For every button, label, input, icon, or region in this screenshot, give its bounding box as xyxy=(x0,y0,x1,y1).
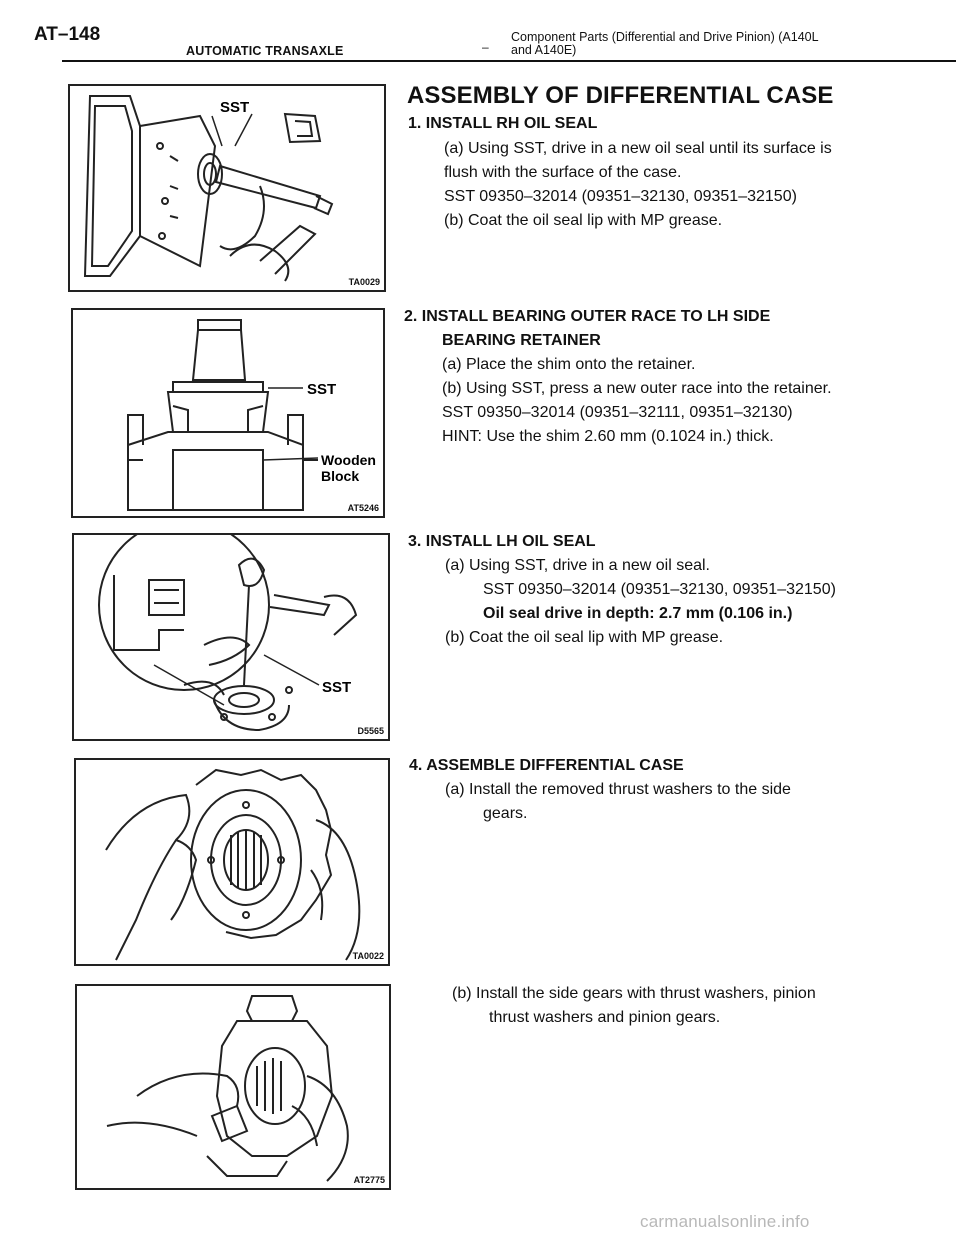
label-wooden: Wooden xyxy=(321,452,376,468)
step-3-line-3: Oil seal drive in depth: 2.7 mm (0.106 in.) xyxy=(483,605,793,622)
step-4b-line-2: thrust washers and pinion gears. xyxy=(489,1009,721,1026)
page-number: AT–148 xyxy=(34,24,101,45)
step-4b-line-1: (b) Install the side gears with thrust washers, pinion xyxy=(452,985,816,1002)
figure-code: D5565 xyxy=(357,726,384,736)
step-2-line-2: (b) Using SST, press a new outer race into the retainer. xyxy=(442,380,832,397)
step-1-line-3: SST 09350–32014 (09351–32130, 09351–32150) xyxy=(444,188,797,205)
step-3-heading: 3. INSTALL LH OIL SEAL xyxy=(408,533,596,550)
step-1-line-4: (b) Coat the oil seal lip with MP grease. xyxy=(444,212,723,229)
figure-code: AT2775 xyxy=(353,1175,385,1185)
step-3-line-2: SST 09350–32014 (09351–32130, 09351–32150) xyxy=(483,581,836,598)
step-2-line-3: SST 09350–32014 (09351–32111, 09351–32130) xyxy=(442,404,793,421)
thrust-washers-illustration xyxy=(76,760,388,964)
figure-thrust-washers xyxy=(74,758,390,966)
label-sst: SST xyxy=(322,679,352,696)
step-2-heading: 2. INSTALL BEARING OUTER RACE TO LH SIDE xyxy=(404,308,771,325)
rh-oil-seal-illustration xyxy=(70,86,384,290)
step-2-heading-cont: BEARING RETAINER xyxy=(442,332,601,349)
figure-rh-oil-seal xyxy=(68,84,386,292)
label-block: Block xyxy=(321,468,360,484)
label-sst: SST xyxy=(307,381,337,398)
figure-code: TA0022 xyxy=(352,951,384,961)
step-1-heading: 1. INSTALL RH OIL SEAL xyxy=(408,115,598,132)
side-gears-illustration xyxy=(77,986,389,1188)
figure-side-gears xyxy=(75,984,391,1190)
figure-lh-oil-seal xyxy=(72,533,390,741)
watermark: carmanualsonline.info xyxy=(640,1212,810,1231)
figure-code: TA0029 xyxy=(348,277,380,287)
header-separator: – xyxy=(482,40,489,54)
step-4-heading: 4. ASSEMBLE DIFFERENTIAL CASE xyxy=(409,757,684,774)
step-1-line-2: flush with the surface of the case. xyxy=(444,164,682,181)
step-3-line-1: (a) Using SST, drive in a new oil seal. xyxy=(445,557,710,574)
figure-code: AT5246 xyxy=(347,503,379,513)
header-rule xyxy=(62,60,956,62)
step-4-line-1: (a) Install the removed thrust washers to the side xyxy=(445,781,791,798)
step-2-line-4: HINT: Use the shim 2.60 mm (0.1024 in.) thick. xyxy=(442,428,774,445)
section-name: AUTOMATIC TRANSAXLE xyxy=(186,44,344,58)
label-sst: SST xyxy=(220,99,250,116)
step-3-line-4: (b) Coat the oil seal lip with MP grease. xyxy=(445,629,724,646)
step-2-line-1: (a) Place the shim onto the retainer. xyxy=(442,356,696,373)
bearing-outer-race-illustration xyxy=(73,310,383,516)
step-1-line-1: (a) Using SST, drive in a new oil seal until its surface is xyxy=(444,140,832,157)
lh-oil-seal-illustration xyxy=(74,535,388,739)
component-title: Component Parts (Differential and Drive Pinion) (A140L and A140E) xyxy=(511,30,819,57)
step-4-line-2: gears. xyxy=(483,805,528,822)
figure-bearing-outer-race xyxy=(71,308,385,518)
page-title: ASSEMBLY OF DIFFERENTIAL CASE xyxy=(407,82,834,109)
